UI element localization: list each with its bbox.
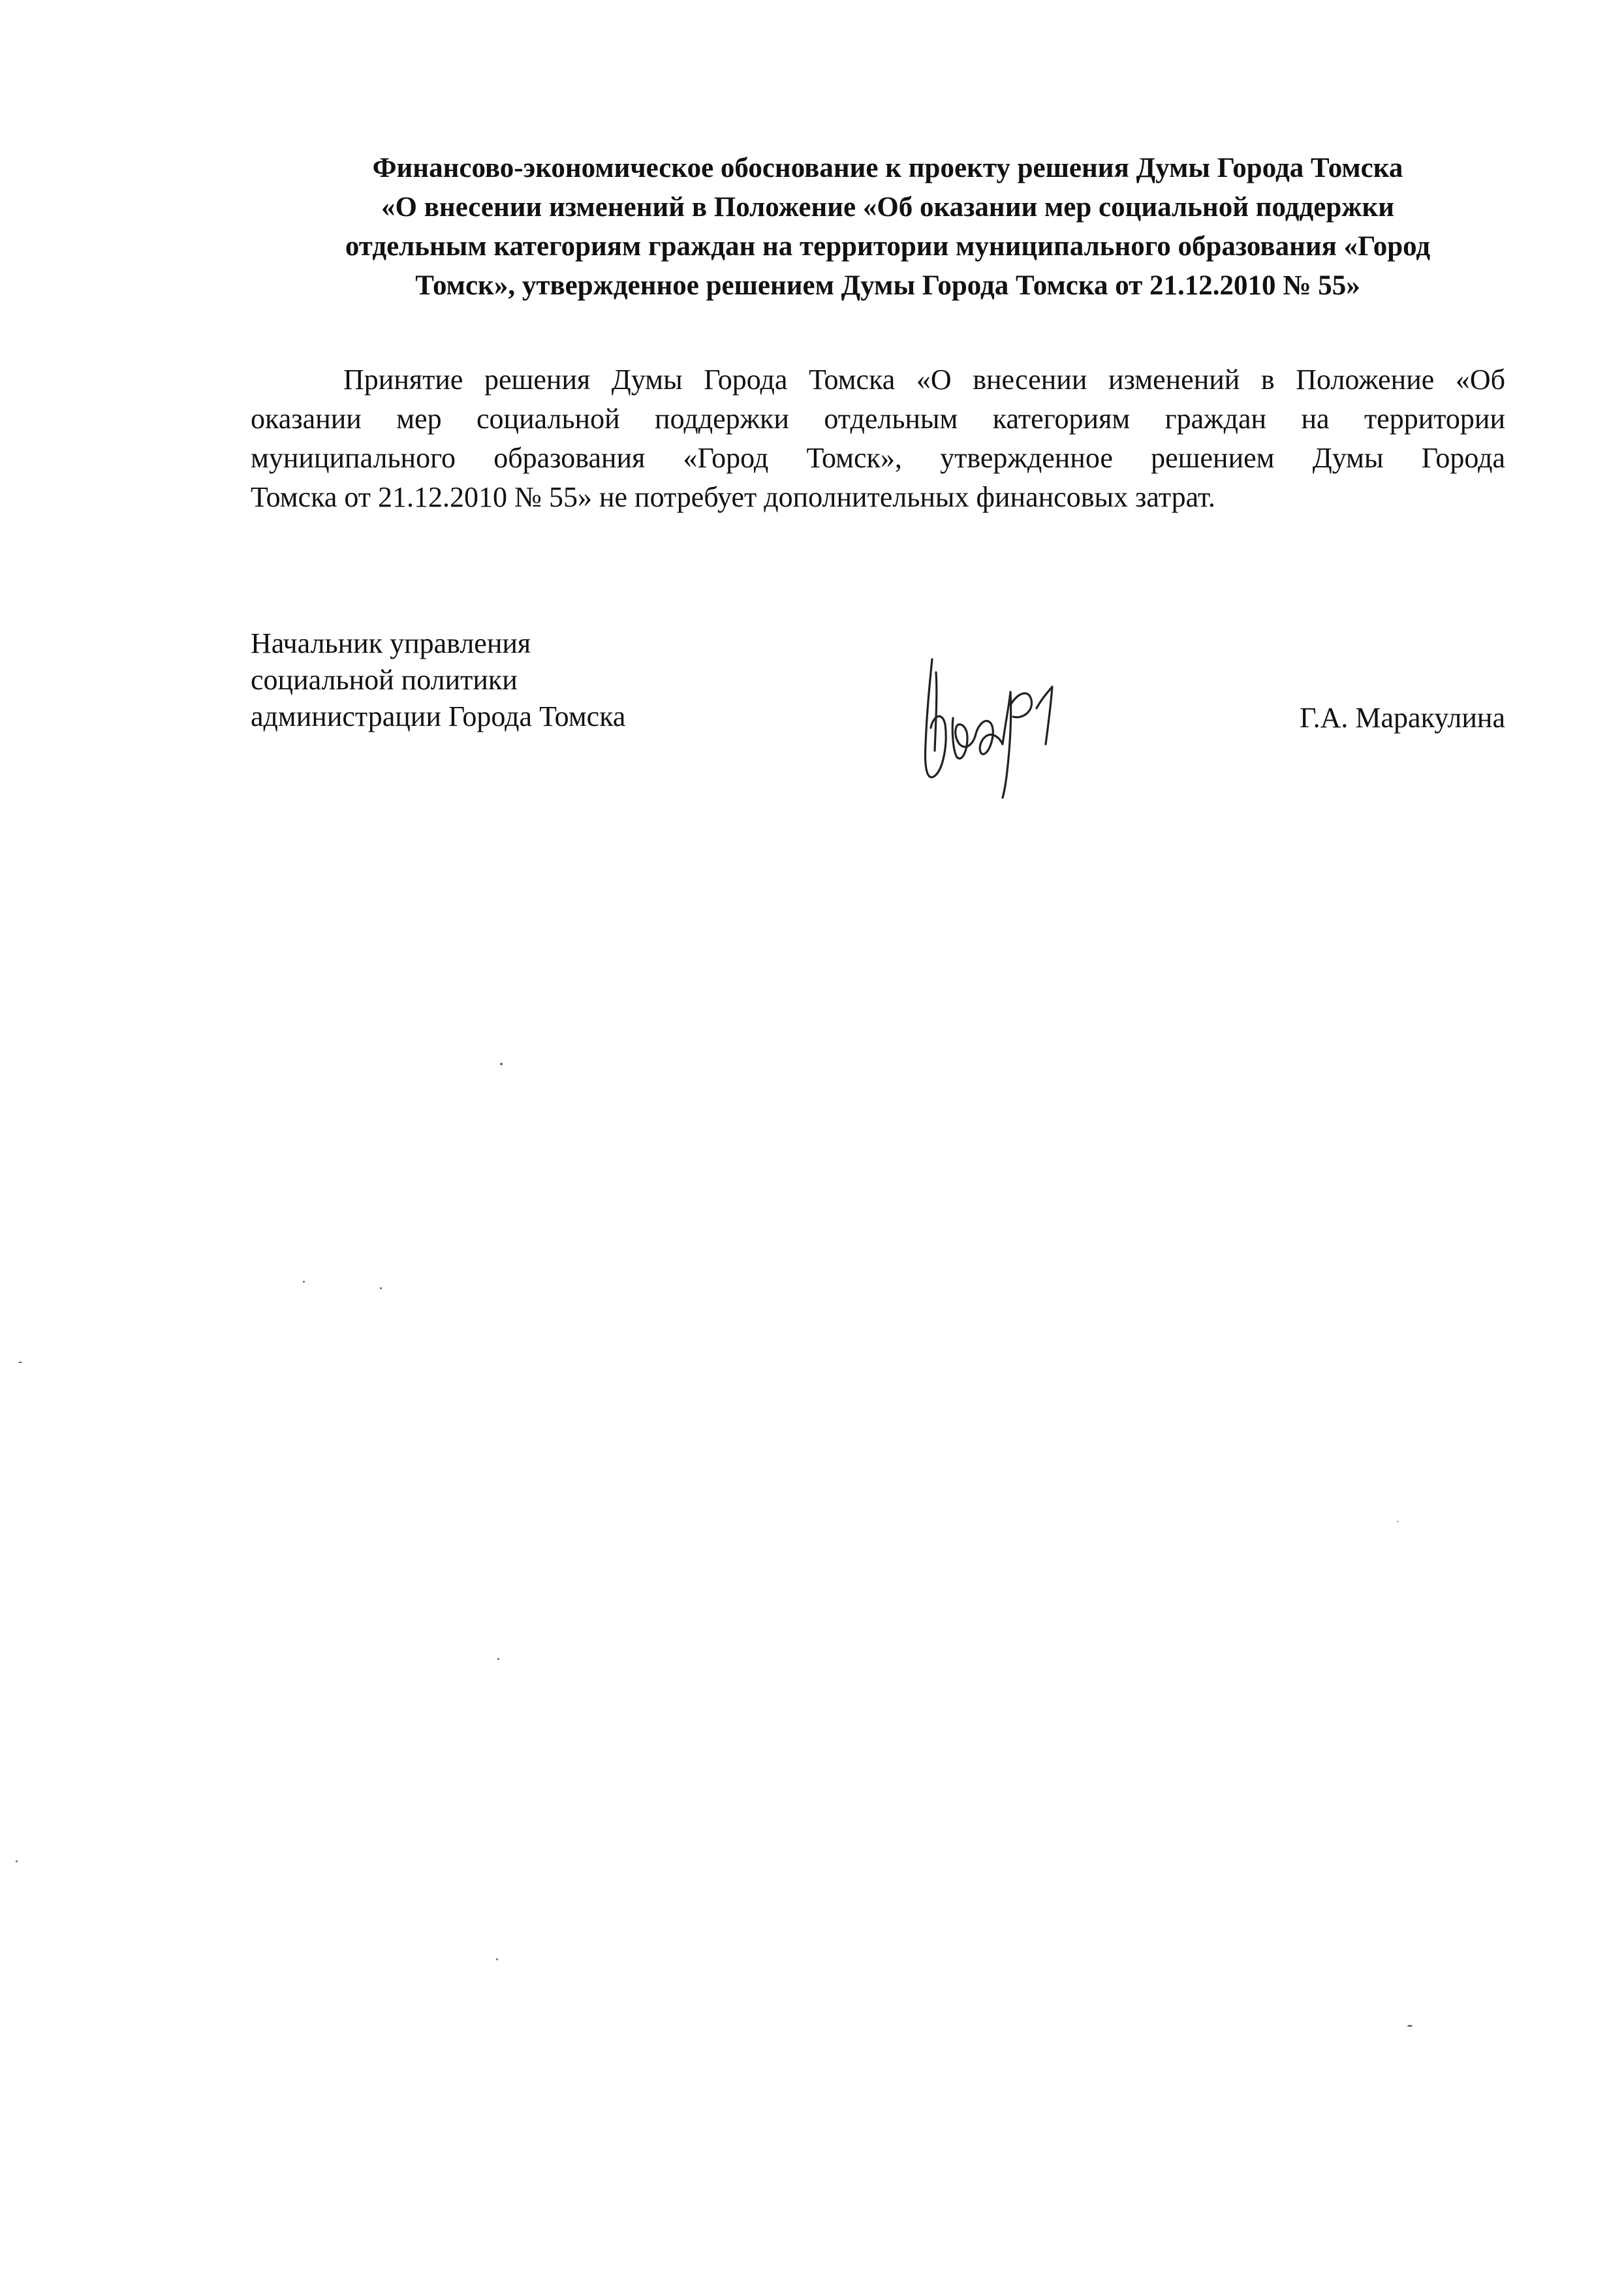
- title-line: отдельным категориям граждан на территории муниципального образования «Город: [345, 231, 1431, 262]
- title-line: «О внесении изменений в Положение «Об оказании мер социальной поддержки: [381, 192, 1394, 223]
- signatory-position: [251, 625, 625, 735]
- scan-speck: [500, 1063, 503, 1065]
- scan-speck: [1407, 2025, 1413, 2027]
- scan-speck: [16, 1860, 18, 1862]
- scan-speck: [497, 1658, 499, 1660]
- body-line: оказании мер социальной поддержки отдельным категориям граждан на территории: [251, 403, 1505, 435]
- signatory-name: Г.А. Маракулина: [1300, 702, 1505, 734]
- body-line: муниципального образования «Город Томск», утвержденное решением Думы Города: [251, 442, 1505, 474]
- scan-speck: [18, 1362, 22, 1363]
- scan-speck: [380, 1287, 382, 1289]
- title-line: Финансово-экономическое обоснование к проекту решения Думы Города Томска: [372, 153, 1403, 183]
- scan-speck: [1397, 1521, 1398, 1522]
- body-line: Принятие решения Думы Города Томска «О внесении изменений в Положение «Об: [343, 364, 1505, 396]
- scan-speck: [303, 1281, 305, 1283]
- body-line: Томска от 21.12.2010 № 55» не потребует дополнительных финансовых затрат.: [251, 481, 1215, 513]
- signatory-position-line: Начальник управления: [251, 627, 531, 659]
- body-paragraph: [251, 360, 1505, 517]
- signatory-position-line: администрации Города Томска: [251, 700, 626, 732]
- title-line: Томск», утвержденное решением Думы Города Томска от 21.12.2010 № 55»: [415, 270, 1360, 301]
- scan-speck: [496, 1958, 498, 1960]
- handwritten-signature: [907, 646, 1077, 809]
- document-title: [248, 149, 1527, 305]
- signatory-position-line: социальной политики: [251, 664, 518, 696]
